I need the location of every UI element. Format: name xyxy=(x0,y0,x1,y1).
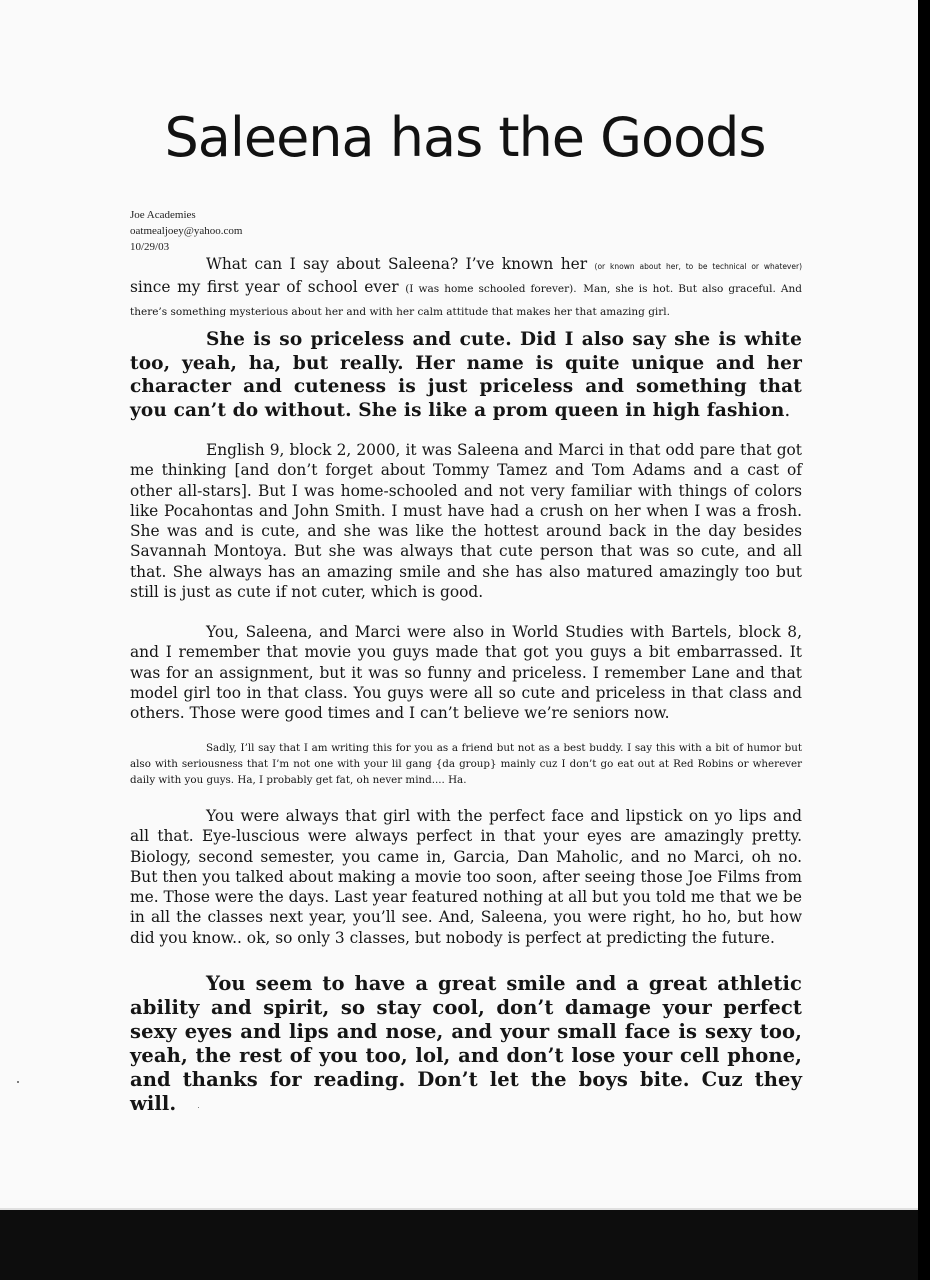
pull-quote-1-period: . xyxy=(784,399,791,421)
intro-tail: Man, she is hot. But also graceful. And there’s something mysterious about her and with her calm attitude that makes her that amazing girl. xyxy=(130,283,802,318)
world-studies-paragraph: You, Saleena, and Marci were also in World Studies with Bartels, block 8, and I remember that movie you guys made that got you guys a bit embarrassed. It was for an assignment, but it was so funny and priceless. I remember Lane and that model girl too in that class. You guys were all so cute and priceless in that class and others. Those were good times and I can’t believe we’re seniors now. xyxy=(130,623,802,723)
pull-quote-1-text: She is so priceless and cute. Did I also say she is white too, yeah, ha, but really. Her name is quite unique and her character and cuteness is just priceless and something that you can’t do without. She is like a prom queen in high fashion xyxy=(130,329,802,421)
intro-main-text: What can I say about Saleena? I’ve known her xyxy=(206,255,588,273)
article-date: 10/29/03 xyxy=(130,241,170,253)
author-email: oatmealjoey@yahoo.com xyxy=(130,225,243,237)
intro-paragraph xyxy=(130,254,802,320)
print-speck xyxy=(17,1081,19,1083)
byline xyxy=(130,207,242,255)
intro-aside: (or known about her, to be technical or whatever) xyxy=(594,262,802,271)
intro-parenthetical: (I was home schooled forever). xyxy=(405,283,577,296)
print-speck xyxy=(198,1107,199,1108)
scan-edge-shadow xyxy=(918,0,930,1280)
friendship-note-paragraph: Sadly, I’ll say that I am writing this for you as a friend but not as a best buddy. I say this with a bit of humor but also with seriousness that I’m not one with your lil gang {da group} mainly cuz I don’t go eat out at Red Robins or wherever daily with you guys. Ha, I probably get fat, oh never mind.... Ha. xyxy=(130,742,802,786)
author-name: Joe Academies xyxy=(130,209,196,221)
pull-quote-1 xyxy=(130,328,802,422)
english-class-paragraph: English 9, block 2, 2000, it was Saleena and Marci in that odd pare that got me thinking [and don’t forget about Tommy Tamez and Tom Adams and a cast of other all-stars]. But I was home-schooled and not very familiar with things of colors like Pocahontas and John Smith. I must have had a crush on her when I was a frosh. She was and is cute, and she was like the hottest around back in the day besides Savannah Montoya. But she was always that cute person that was so cute, and all that. She always has an amazing smile and she has also matured amazingly too but still is just as cute if not cuter, which is good. xyxy=(130,441,802,602)
article-title: Saleena has the Goods xyxy=(164,106,766,169)
intro-continued: since my first year of school ever xyxy=(130,278,399,297)
biology-paragraph: You were always that girl with the perfect face and lipstick on yo lips and all that. Eye-luscious were always perfect in that your eyes are amazingly pretty. Biology, second semester, you came in, Garcia, Dan Maholic, and no Marci, oh no. But then you talked about making a movie too soon, after seeing those Joe Films from me. Those were the days. Last year featured nothing at all but you told me that we be in all the classes next year, you’ll see. And, Saleena, you were right, ho ho, but how did you know.. ok, so only 3 classes, but nobody is perfect at predicting the future. xyxy=(130,807,802,947)
closing-pull-quote: You seem to have a great smile and a great athletic ability and spirit, so stay cool, don’t damage your perfect sexy eyes and lips and nose, and your small face is sexy too, yeah, the rest of you too, lol, and don’t lose your cell phone, and thanks for reading. Don’t let the boys bite. Cuz they will. xyxy=(130,972,802,1115)
